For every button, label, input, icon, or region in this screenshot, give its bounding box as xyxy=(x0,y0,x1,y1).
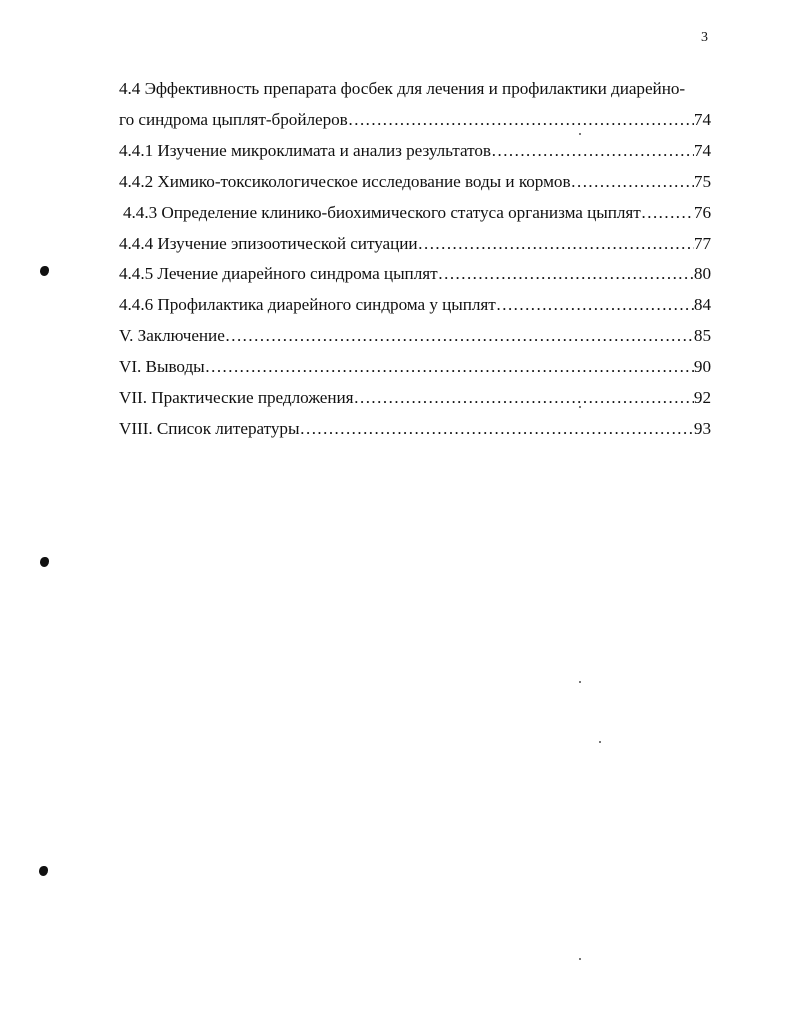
punch-hole-mark xyxy=(39,866,48,876)
dot-leader xyxy=(354,383,694,414)
dot-leader xyxy=(418,229,694,260)
toc-entry-4-4-6 xyxy=(119,290,711,321)
toc-entry-4-4-2 xyxy=(119,167,711,198)
dot-leader xyxy=(438,259,694,290)
toc-entry-label: 4.4.1 Изучение микроклимата и анализ результатов xyxy=(119,140,491,160)
toc-entry-page: 90 xyxy=(693,357,711,377)
scan-speck xyxy=(579,133,581,135)
toc-entry-4-4-line1 xyxy=(119,74,711,105)
toc-entry-4-4-1 xyxy=(119,136,711,167)
scan-speck xyxy=(599,741,601,743)
toc-entry-label: 4.4.3 Определение клинико-биохимического статуса организма цыплят xyxy=(123,202,641,222)
toc-entry-page: 75 xyxy=(693,171,711,191)
dot-leader xyxy=(299,414,693,445)
toc-entry-page: 92 xyxy=(693,388,711,408)
dot-leader xyxy=(571,167,694,198)
toc-entry-label: V. Заключение xyxy=(119,326,225,346)
toc-entry-4-4-3 xyxy=(119,198,711,229)
toc-entry-label: го синдрома цыплят-бройлеров xyxy=(119,109,348,129)
toc-entry-page: 93 xyxy=(693,418,711,438)
toc-entry-page: 77 xyxy=(693,233,711,253)
dot-leader xyxy=(496,290,694,321)
toc-entry-practical-proposals xyxy=(119,383,711,414)
toc-entry-label: VII. Практические предложения xyxy=(119,388,354,408)
dot-leader xyxy=(225,321,694,352)
dot-leader xyxy=(641,198,694,229)
toc-entry-label: 4.4 Эффективность препарата фосбек для лечения и профилактики диарейно- xyxy=(119,79,686,98)
toc-entry-label: VI. Выводы xyxy=(119,357,205,377)
page-number: 3 xyxy=(701,30,708,45)
scan-speck xyxy=(579,406,581,408)
dot-leader xyxy=(348,105,694,136)
toc-entry-label: 4.4.4 Изучение эпизоотической ситуации xyxy=(119,233,418,253)
toc-entry-label: 4.4.6 Профилактика диарейного синдрома у цыплят xyxy=(119,295,496,315)
toc-entry-page: 76 xyxy=(693,202,711,222)
toc-entry-conclusion xyxy=(119,321,711,352)
toc-entry-4-4 xyxy=(119,105,711,136)
toc-entry-page: 80 xyxy=(693,264,711,284)
toc-entry-findings xyxy=(119,352,711,383)
toc-entry-page: 85 xyxy=(693,326,711,346)
punch-hole-mark xyxy=(40,557,49,567)
toc-entry-4-4-5 xyxy=(119,259,711,290)
toc-entry-label: 4.4.5 Лечение диарейного синдрома цыплят xyxy=(119,264,438,284)
scan-speck xyxy=(579,958,581,960)
table-of-contents xyxy=(119,74,711,445)
scan-speck xyxy=(579,681,581,683)
dot-leader xyxy=(491,136,694,167)
toc-entry-page: 74 xyxy=(693,140,711,160)
punch-hole-mark xyxy=(40,266,49,276)
toc-entry-label: 4.4.2 Химико-токсикологическое исследование воды и кормов xyxy=(119,171,571,191)
toc-entry-label: VIII. Список литературы xyxy=(119,418,300,438)
dot-leader xyxy=(205,352,694,383)
toc-entry-page: 74 xyxy=(693,109,711,129)
toc-entry-page: 84 xyxy=(693,295,711,315)
toc-entry-bibliography xyxy=(119,414,711,445)
toc-entry-4-4-4 xyxy=(119,229,711,260)
